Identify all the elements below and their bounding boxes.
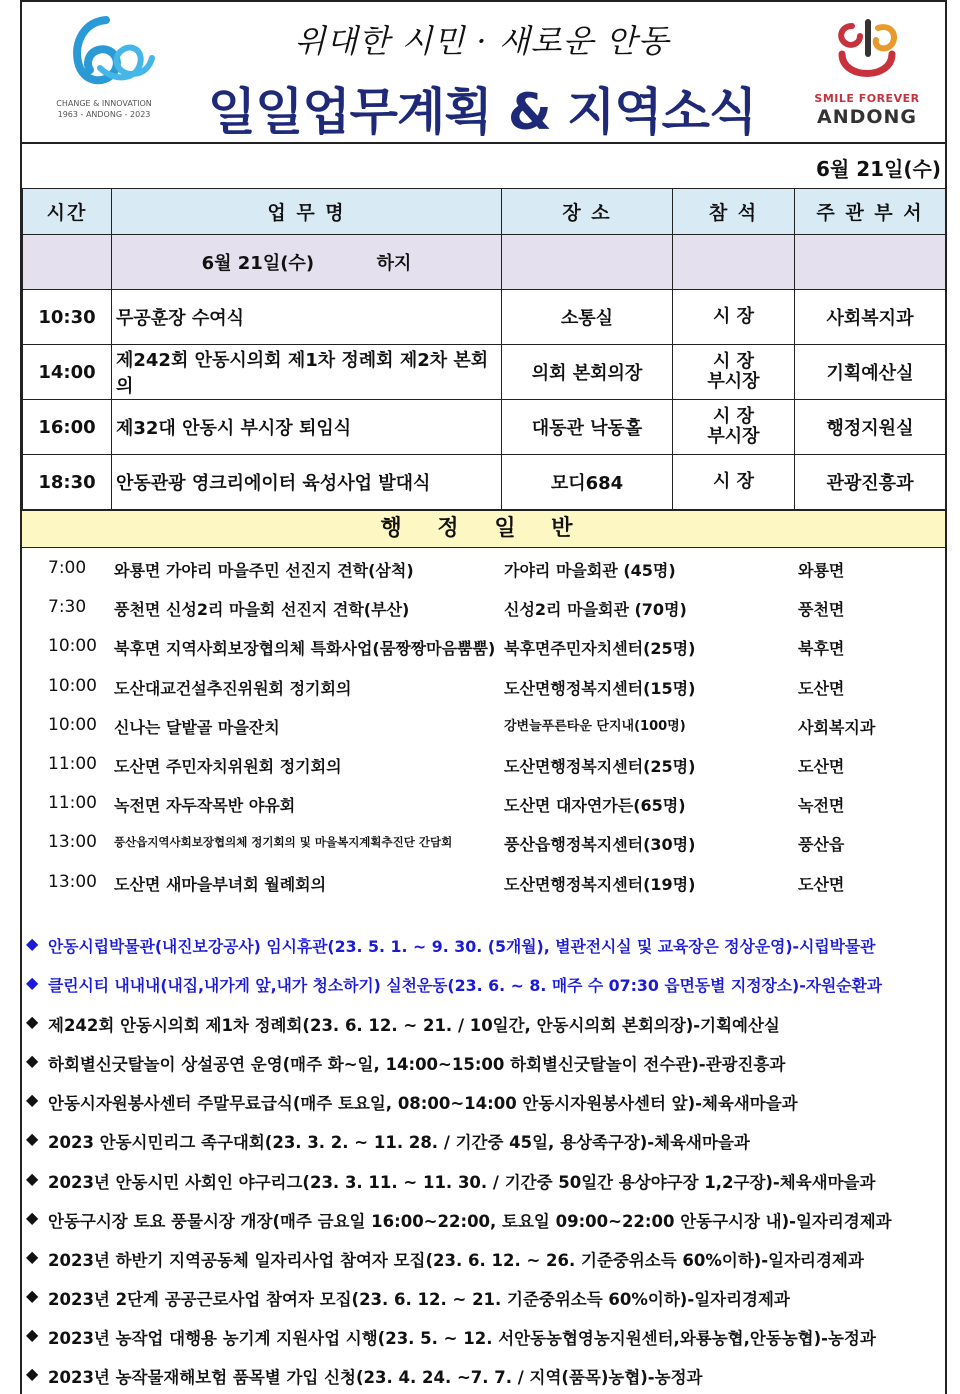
admin-name: 와룡면 가야리 마을주민 선진지 견학(삼척) (114, 561, 414, 580)
logo-sub-text: SMILE FOREVER (814, 92, 920, 105)
notice-item (22, 1354, 945, 1393)
notice-text: 클린시티 내내내(내집,내가게 앞,내가 청소하기) 실천운동(23. 6. ~ 8. 매주 수 07:30 읍면동별 지정장소)-자원순환과 (48, 976, 883, 996)
date-row (22, 142, 945, 188)
admin-list (22, 548, 945, 901)
admin-place: 북후면주민자치센터(25명) (504, 639, 696, 659)
diamond-bullet-icon: ◆ (26, 1285, 39, 1305)
attendee-line: 부시장 (707, 426, 760, 447)
admin-time: 11:00 (48, 793, 97, 814)
event-time: 18:30 (23, 455, 112, 510)
admin-name: 풍천면 신성2리 마을회 선진지 견학(부산) (114, 600, 410, 620)
notice-text: 2023 안동시민리그 족구대회(23. 3. 2. ~ 11. 28. / 기간중 45일, 용상족구장)-체육새마을과 (48, 1133, 750, 1153)
admin-dept: 북후면 (798, 639, 845, 659)
notice-list (22, 924, 945, 1393)
notice-item (22, 963, 945, 1002)
admin-dept: 풍산읍 (798, 835, 845, 855)
attendee-line: 시 장 (712, 471, 755, 492)
notice-item (22, 1159, 945, 1198)
event-name: 제242회 안동시의회 제1차 정례회 제2차 본회의 (112, 345, 502, 400)
col-header-task: 업 무 명 (112, 189, 502, 235)
notice-text: 2023년 하반기 지역공동체 일자리사업 참여자 모집(23. 6. 12. ~ 26. 기준중위소득 60%이하)-일자리경제과 (48, 1250, 864, 1270)
event-name: 무공훈장 수여식 (112, 290, 502, 345)
admin-time: 10:00 (48, 675, 97, 696)
event-dept: 행정지원실 (795, 400, 946, 455)
admin-dept: 와룡면 (798, 561, 845, 580)
event-name: 제32대 안동시 부시장 퇴임식 (112, 400, 502, 455)
admin-place: 도산면행정복지센터(15명) (504, 678, 696, 698)
event-time: 16:00 (23, 400, 112, 455)
attendee-line: 부시장 (707, 371, 760, 392)
event-dept: 기획예산실 (795, 345, 946, 400)
notice-text: 제242회 안동시의회 제1차 정례회(23. 6. 12. ~ 21. / 10일간, 안동시의회 본회의장)-기획예산실 (48, 1016, 780, 1036)
notice-item (22, 1315, 945, 1354)
admin-name: 녹전면 자두작목반 야유회 (114, 796, 296, 816)
event-place: 모디684 (502, 455, 673, 510)
admin-place: 가야리 마을회관 (45명) (504, 561, 676, 580)
notice-text: 2023년 농작물재해보험 품목별 가입 신청(23. 4. 24. ~7. 7. / 지역(품목)농협)-농정과 (48, 1368, 703, 1388)
day-row-empty (23, 235, 112, 290)
day-row (23, 235, 946, 290)
event-place: 대동관 낙동홀 (502, 400, 673, 455)
notice-item (22, 1276, 945, 1315)
admin-place: 도산면행정복지센터(25명) (504, 756, 696, 776)
admin-name: 도산대교건설추진위원회 정기회의 (114, 678, 352, 698)
event-place: 소통실 (502, 290, 673, 345)
notice-text: 2023년 농작업 대행용 농기계 지원사업 시행(23. 5. ~ 12. 서안동농협영농지원센터,와룡농협,안동농협)-농정과 (48, 1328, 876, 1348)
admin-dept: 도산면 (798, 756, 845, 776)
admin-name: 신나는 달밭골 마을잔치 (114, 717, 280, 737)
admin-dept: 도산면 (798, 874, 845, 894)
diamond-bullet-icon: ◆ (26, 1324, 39, 1344)
admin-dept: 도산면 (798, 678, 845, 698)
admin-dept: 풍천면 (798, 600, 845, 620)
day-row-empty (795, 235, 946, 290)
list-item (22, 548, 945, 587)
list-item (22, 783, 945, 822)
diamond-bullet-icon: ◆ (26, 1364, 39, 1384)
event-attendee (673, 455, 795, 510)
anniversary-60-icon (44, 12, 164, 98)
notice-item (22, 1080, 945, 1119)
city-slogan: 위대한 시민 · 새로운 안동 (294, 22, 670, 60)
notice-item (22, 1119, 945, 1158)
event-attendee (673, 400, 795, 455)
col-header-attendee: 참 석 (673, 189, 795, 235)
admin-time: 10:00 (48, 636, 97, 657)
attendee-line: 시 장 (712, 306, 755, 327)
list-item (22, 744, 945, 783)
diamond-bullet-icon: ◆ (26, 1246, 39, 1266)
attendee-line: 시 장 (712, 406, 755, 427)
report-date: 6월 21일(수) (816, 157, 941, 181)
admin-name: 도산면 주민자치위원회 정기회의 (114, 756, 342, 776)
table-row (23, 455, 946, 510)
event-attendee (673, 290, 795, 345)
notice-item (22, 1237, 945, 1276)
admin-place: 신성2리 마을회관 (70명) (504, 600, 687, 620)
logo-caption-line2: 1963 - ANDONG - 2023 (57, 110, 151, 119)
section-title-admin: 행 정 일 반 (22, 510, 945, 548)
logo-name-text: ANDONG (816, 106, 918, 128)
event-name: 안동관광 영크리에이터 육성사업 발대식 (112, 455, 502, 510)
col-header-place: 장 소 (502, 189, 673, 235)
event-time: 10:30 (23, 290, 112, 345)
notice-text: 안동시자원봉사센터 주말무료급식(매주 토요일, 08:00~14:00 안동시자원봉사센터 앞)-체육새마을과 (48, 1094, 798, 1114)
table-row (23, 345, 946, 400)
table-row (23, 290, 946, 345)
document-header (22, 2, 945, 142)
col-header-dept: 주 관 부 서 (795, 189, 946, 235)
notice-text: 2023년 2단계 공공근로사업 참여자 모집(23. 6. 12. ~ 21. 기준중위소득 60%이하)-일자리경제과 (48, 1289, 790, 1309)
diamond-bullet-icon: ◆ (26, 934, 39, 953)
diamond-bullet-icon: ◆ (26, 1207, 39, 1227)
list-item (22, 822, 945, 861)
diamond-bullet-icon: ◆ (26, 1012, 39, 1032)
admin-time: 13:00 (48, 832, 97, 853)
admin-place: 도산면 대자연가든(65명) (504, 796, 686, 816)
notice-text: 하회별신굿탈놀이 상설공연 운영(매주 화~일, 14:00~15:00 하회별신굿탈놀이 전수관)-관광진흥과 (48, 1055, 786, 1075)
document-page (20, 0, 947, 1394)
event-time: 14:00 (23, 345, 112, 400)
admin-dept: 녹전면 (798, 796, 845, 816)
col-header-time: 시간 (23, 189, 112, 235)
day-row-empty (673, 235, 795, 290)
admin-name: 북후면 지역사회보장협의체 특화사업(뭄짱짱마음뿜뿜) (114, 639, 496, 659)
admin-time: 7:00 (48, 558, 87, 578)
day-row-date: 6월 21일(수) (201, 253, 315, 274)
diamond-bullet-icon: ◆ (26, 1090, 39, 1110)
admin-time: 10:00 (48, 714, 97, 735)
list-item (22, 587, 945, 626)
notice-item (22, 1198, 945, 1237)
admin-name: 도산면 새마을부녀회 월례회의 (114, 874, 327, 894)
table-row (23, 400, 946, 455)
admin-time: 7:30 (48, 597, 87, 618)
event-place: 의회 본회의장 (502, 345, 673, 400)
list-item (22, 666, 945, 705)
diamond-bullet-icon: ◆ (26, 1129, 39, 1149)
admin-place: 풍산읍행정복지센터(30명) (504, 835, 696, 855)
notice-item (22, 924, 945, 963)
logo-caption-line1: CHANGE & INNOVATION (56, 99, 152, 108)
list-item (22, 862, 945, 901)
diamond-bullet-icon: ◆ (26, 973, 39, 993)
event-dept: 사회복지과 (795, 290, 946, 345)
notice-text: 안동시립박물관(내진보강공사) 임시휴관(23. 5. 1. ~ 9. 30. (5개월), 별관전시실 및 교육장은 정상운영)-시립박물관 (48, 937, 876, 956)
notice-item (22, 1041, 945, 1080)
admin-place: 도산면행정복지센터(19명) (504, 874, 696, 894)
admin-place: 강변늘푸른타운 단지내(100명) (504, 718, 686, 734)
attendee-line: 시 장 (712, 351, 755, 372)
admin-time: 13:00 (48, 871, 97, 892)
notice-text: 안동구시장 토요 풍물시장 개장(매주 금요일 16:00~22:00, 토요일 09:00~22:00 안동구시장 내)-일자리경제과 (48, 1211, 892, 1231)
list-item (22, 626, 945, 665)
event-dept: 관광진흥과 (795, 455, 946, 510)
notice-item (22, 1002, 945, 1041)
andong-smile-icon (812, 14, 922, 92)
schedule-table (22, 188, 946, 510)
event-attendee (673, 345, 795, 400)
notice-text: 2023년 안동시민 사회인 야구리그(23. 3. 11. ~ 11. 30. / 기간중 50일간 용상야구장 1,2구장)-체육새마을과 (48, 1172, 876, 1192)
admin-name: 풍산읍지역사회보장협의체 정기회의 및 마을복지계획추진단 간담회 (114, 835, 453, 850)
list-item (22, 705, 945, 744)
diamond-bullet-icon: ◆ (26, 1051, 39, 1071)
day-row-date-cell (112, 235, 502, 290)
admin-dept: 사회복지과 (798, 717, 876, 737)
day-row-note: 하지 (376, 253, 412, 274)
day-row-empty (502, 235, 673, 290)
admin-time: 11:00 (48, 753, 97, 774)
anniversary-60-logo (44, 12, 164, 128)
schedule-header-row (23, 189, 946, 235)
diamond-bullet-icon: ◆ (26, 1168, 39, 1188)
page-title: 일일업무계획 & 지역소식 (207, 83, 757, 141)
andong-brand-logo (812, 14, 922, 134)
